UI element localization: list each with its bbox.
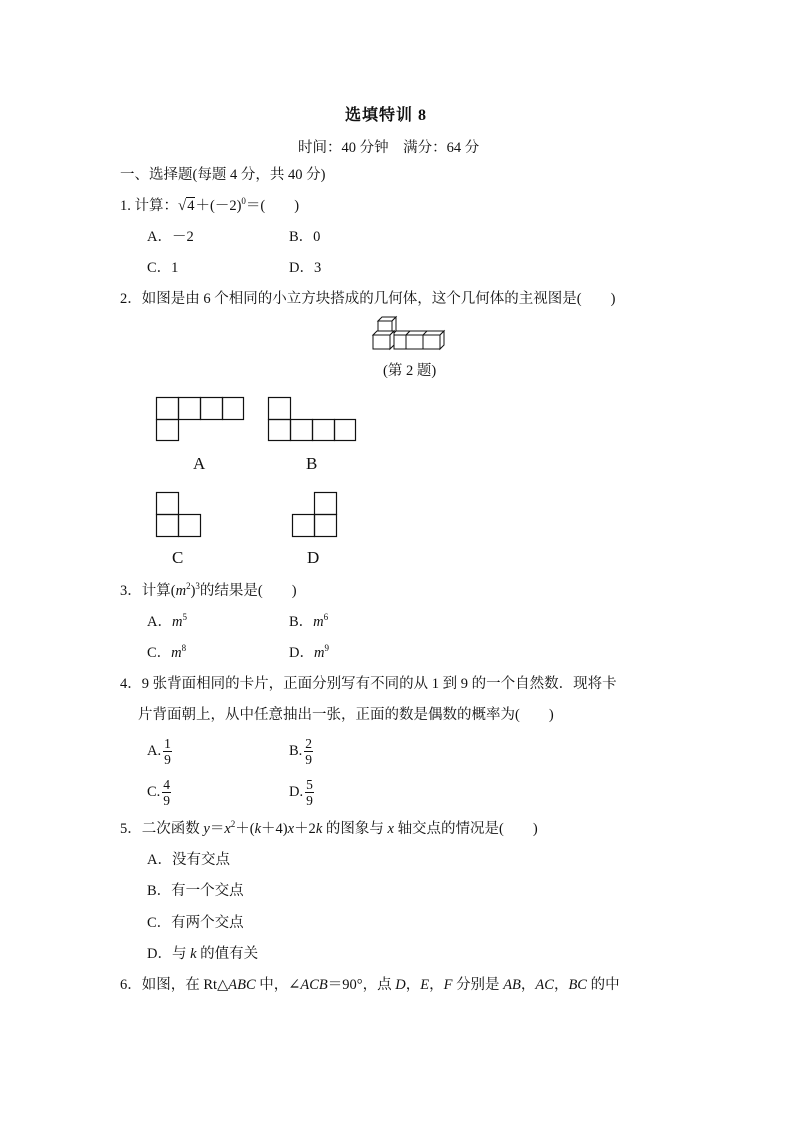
q5-option-c: C．有两个交点 — [147, 915, 244, 931]
option-a-label: A — [193, 454, 206, 473]
q3-text-c: 的结果是( ) — [199, 583, 297, 599]
q1-option-d: D．3 — [289, 260, 322, 276]
q4-option-a: A. $\frac{1}{9}$ — [147, 736, 171, 767]
q1-prefix: 1. 计算： — [120, 198, 178, 214]
q3-option-d: D．$m^9$ — [289, 643, 329, 661]
view-option-c — [156, 492, 201, 537]
question-5-stem: 5．二次函数 $y=x^2+(k+4)x+2k$ 的图象与 x 轴交点的情况是( ) — [120, 819, 538, 837]
q5-option-d: D．与 k 的值有关 — [147, 946, 259, 962]
option-b-label: B — [306, 454, 318, 473]
view-option-b — [268, 397, 356, 441]
q3-option-a: A．$m^5$ — [147, 612, 187, 630]
q5-option-a: A．没有交点 — [147, 852, 230, 868]
q3-var-m: m — [175, 583, 187, 599]
q1-exp: 0 — [241, 196, 246, 206]
q1-rest: ＋(－2) — [195, 198, 242, 214]
q1-tail: ＝( ) — [245, 198, 300, 214]
q1-radicand: 4 — [187, 198, 195, 214]
question-6-stem: 6．如图，在 Rt△ABC 中，∠ACB＝90°，点 D，E，F 分别是 AB，AC，BC 的中 — [120, 977, 620, 993]
q3-outer-exp: 3 — [195, 581, 200, 591]
q5-option-b: B．有一个交点 — [147, 883, 244, 899]
q1-option-c: C．1 — [147, 260, 179, 276]
question-4-line-2: 片背面朝上，从中任意抽出一张，正面的数是偶数的概率为( ) — [138, 707, 554, 723]
q3-text-b: ) — [190, 583, 196, 599]
q4-option-b: B. $\frac{2}{9}$ — [289, 736, 313, 767]
q4-option-d: D. $\frac{5}{9}$ — [289, 777, 313, 808]
section-heading: 一、选择题(每题 4 分，共 40 分) — [120, 167, 326, 183]
q3-option-b: B．$m^6$ — [289, 612, 329, 630]
figure-caption: (第 2 题) — [383, 363, 437, 379]
question-3-stem — [120, 581, 297, 599]
question-2-stem: 2．如图是由 6 个相同的小立方块搭成的几何体，这个几何体的主视图是( ) — [120, 291, 616, 307]
sqrt-symbol: √4 — [178, 198, 195, 214]
page-subtitle: 时间：40 分钟 满分：64 分 — [298, 140, 480, 156]
cube-solid-figure — [372, 314, 452, 356]
page-title: 选填特训 8 — [345, 107, 428, 124]
question-1-stem — [120, 196, 300, 214]
q3-inner-exp: 2 — [186, 581, 191, 591]
q3-text-a: 3．计算( — [120, 583, 176, 599]
option-d-label: D — [307, 548, 320, 567]
option-c-label: C — [172, 548, 184, 567]
q4-option-c: C. $\frac{4}{9}$ — [147, 777, 171, 808]
q1-option-b: B．0 — [289, 229, 321, 245]
view-option-a — [156, 397, 244, 441]
q3-option-c: C．$m^8$ — [147, 643, 187, 661]
question-4-line-1: 4．9 张背面相同的卡片，正面分别写有不同的从 1 到 9 的一个自然数．现将卡 — [120, 676, 617, 692]
view-option-d — [292, 492, 337, 537]
q1-option-a: A．－2 — [147, 229, 194, 245]
